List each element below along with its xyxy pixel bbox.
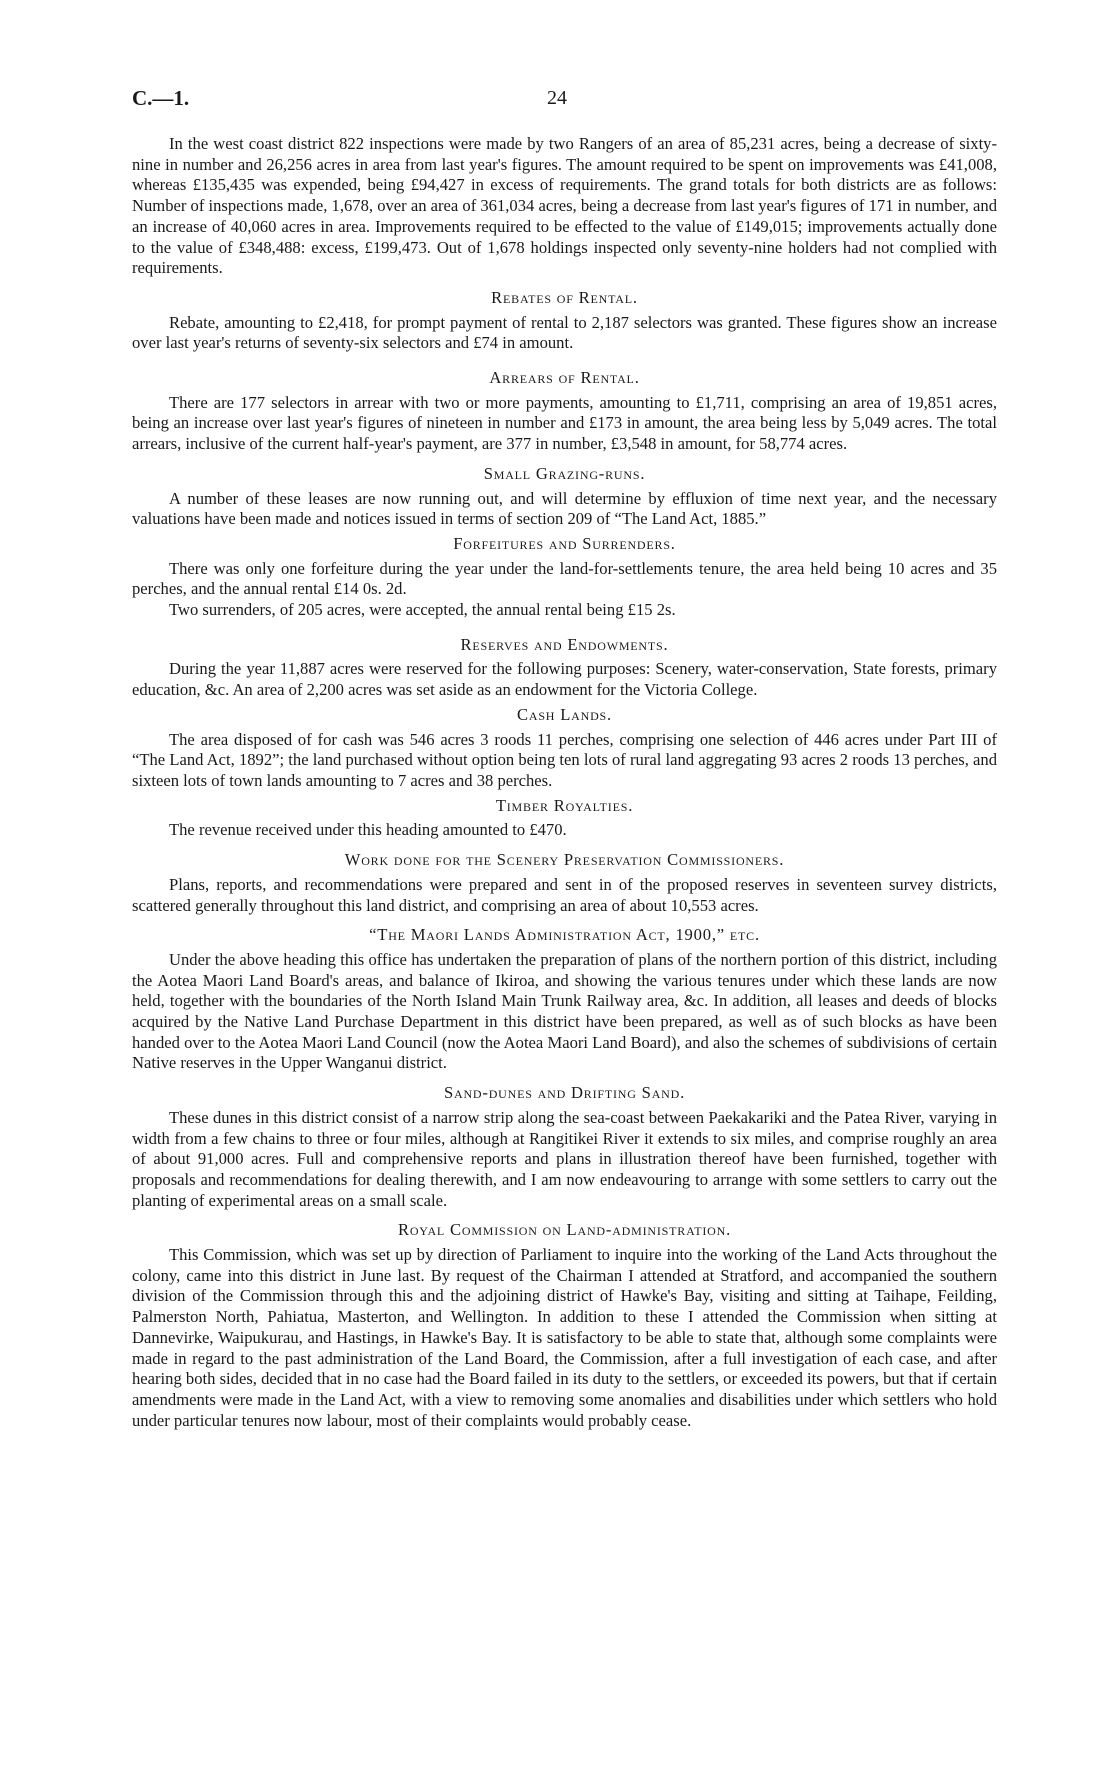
document-reference: C.—1. bbox=[132, 86, 190, 110]
heading-rebates-of-rental: Rebates of Rental. bbox=[491, 287, 638, 307]
paragraph-scenery-preservation: Plans, reports, and recommendations were prepared and sent in of the proposed reserves in seventeen survey districts, scattered generally throughout this land district, and comprising an area of about 10,553 acres. bbox=[132, 874, 997, 915]
paragraph-royal-commission: This Commission, which was set up by direction of Parliament to inquire into the working of the Land Acts throughout the colony, came into this district in June last. By request of the Chairman I attended at Stratford, and accompanied the southern division of the Commission through this and the adjoining district of Hawke's Bay, visiting and sitting at Taihape, Feilding, Palmerston North, Pahiatua, Masterton, and Wellington. In addition to these I attended the Commission when sitting at Dannevirke, Waipukurau, and Hastings, in Hawke's Bay. It is satisfactory to be able to state that, although some complaints were made in regard to the past administration of the Land Board, the Commission, after a full investigation of each case, and after hearing both sides, decided that in no case had the Board failed in its duty to the settlers, or exceeded its powers, but that if certain amendments were made in the Land Act, with a view to removing some anomalies and disabilities under which settlers who hold under particular tenures now labour, most of their complaints would probably cease. bbox=[132, 1245, 997, 1430]
paragraph-forfeitures: There was only one forfeiture during the year under the land-for-settlements tenure, the area held being 10 acres and 35 perches, and the annual rental £14 0s. 2d. bbox=[132, 558, 997, 599]
heading-reserves-and-endowments: Reserves and Endowments. bbox=[460, 634, 669, 654]
paragraph-surrenders: Two surrenders, of 205 acres, were accepted, the annual rental being £15 2s. bbox=[169, 600, 676, 620]
intro-paragraph: In the west coast district 822 inspections were made by two Rangers of an area of 85,231 acres, being a decrease of sixty-nine in number and 26,256 acres in area from last year's figures. The amount required to be spent on improvements was £41,008, whereas £135,435 was expended, being £94,427 in excess of requirements. The grand totals for both districts are as follows: Number of inspections made, 1,678, over an area of 361,034 acres, being a decrease from last year's figures of 171 in number, and an increase of 40,060 acres in area. Improvements required to be effected to the value of £149,015; improvements actually done to the value of £348,488: excess, £199,473. Out of 1,678 holdings inspected only seventy-nine holders had not complied with requirements. bbox=[132, 134, 997, 278]
page-header bbox=[132, 88, 997, 114]
heading-maori-lands-act: “The Maori Lands Administration Act, 1900,” etc. bbox=[369, 925, 760, 945]
heading-timber-royalties: Timber Royalties. bbox=[495, 795, 634, 815]
paragraph-maori-lands-act: Under the above heading this office has undertaken the preparation of plans of the northern portion of this district, including the Aotea Maori Land Board's areas, and balance of Ikiroa, and showing the various tenures under which these lands are now held, together with the boundaries of the North Island Main Trunk Railway area, &c. In addition, all leases and deeds of blocks acquired by the Native Land Purchase Department in this district have been prepared, as well as of such blocks as have been handed over to the Aotea Maori Land Council (now the Aotea Maori Land Board), and also the schemes of subdivisions of certain Native reserves in the Upper Wanganui district. bbox=[132, 949, 997, 1073]
paragraph-rebates: Rebate, amounting to £2,418, for prompt payment of rental to 2,187 selectors was granted. These figures show an increase over last year's returns of seventy-six selectors and £74 in amount. bbox=[132, 312, 997, 353]
paragraph-cash-lands: The area disposed of for cash was 546 acres 3 roods 11 perches, comprising one selection of 446 acres under Part III of “The Land Act, 1892”; the land purchased without option being ten lots of rural land aggregating 93 acres 2 roods 13 perches, and sixteen lots of town lands amounting to 7 acres and 38 perches. bbox=[132, 729, 997, 790]
heading-scenery-preservation: Work done for the Scenery Preservation Commissioners. bbox=[344, 850, 785, 870]
paragraph-sand-dunes: These dunes in this district consist of a narrow strip along the sea-coast between Paekakariki and the Patea River, varying in width from a few chains to three or four miles, although at Rangitikei River it extends to six miles, and comprise roughly an area of about 91,000 acres. Full and comprehensive reports and plans in illustration thereof have been furnished, together with proposals and recommendations for dealing therewith, and I am now endeavouring to arrange with some settlers to carry out the planting of experimental areas on a small scale. bbox=[132, 1107, 997, 1210]
paragraph-reserves: During the year 11,887 acres were reserved for the following purposes: Scenery, water-conservation, State forests, primary education, &c. An area of 2,200 acres was set aside as an endowment for the Victoria College. bbox=[132, 659, 997, 700]
heading-small-grazing-runs: Small Grazing-runs. bbox=[483, 463, 646, 483]
paragraph-arrears: There are 177 selectors in arrear with two or more payments, amounting to £1,711, comprising an area of 19,851 acres, being an increase over last year's figures of nineteen in number and £173 in amount, the area being less by 5,049 acres. The total arrears, inclusive of the current half-year's payment, are 377 in number, £3,548 in amount, for 58,774 acres. bbox=[132, 392, 997, 454]
paragraph-timber-royalties: The revenue received under this heading amounted to £470. bbox=[169, 820, 567, 840]
heading-arrears-of-rental: Arrears of Rental. bbox=[489, 368, 640, 388]
heading-royal-commission: Royal Commission on Land-administration. bbox=[397, 1220, 732, 1240]
heading-sand-dunes: Sand-dunes and Drifting Sand. bbox=[443, 1083, 686, 1103]
paragraph-small-grazing-runs: A number of these leases are now running out, and will determine by effluxion of time next year, and the necessary valuations have been made and notices issued in terms of section 209 of “The Land Act, 1885.” bbox=[132, 488, 997, 529]
page-number: 24 bbox=[547, 87, 567, 109]
heading-forfeitures-and-surrenders: Forfeitures and Surrenders. bbox=[453, 533, 676, 553]
heading-cash-lands: Cash Lands. bbox=[517, 704, 612, 724]
